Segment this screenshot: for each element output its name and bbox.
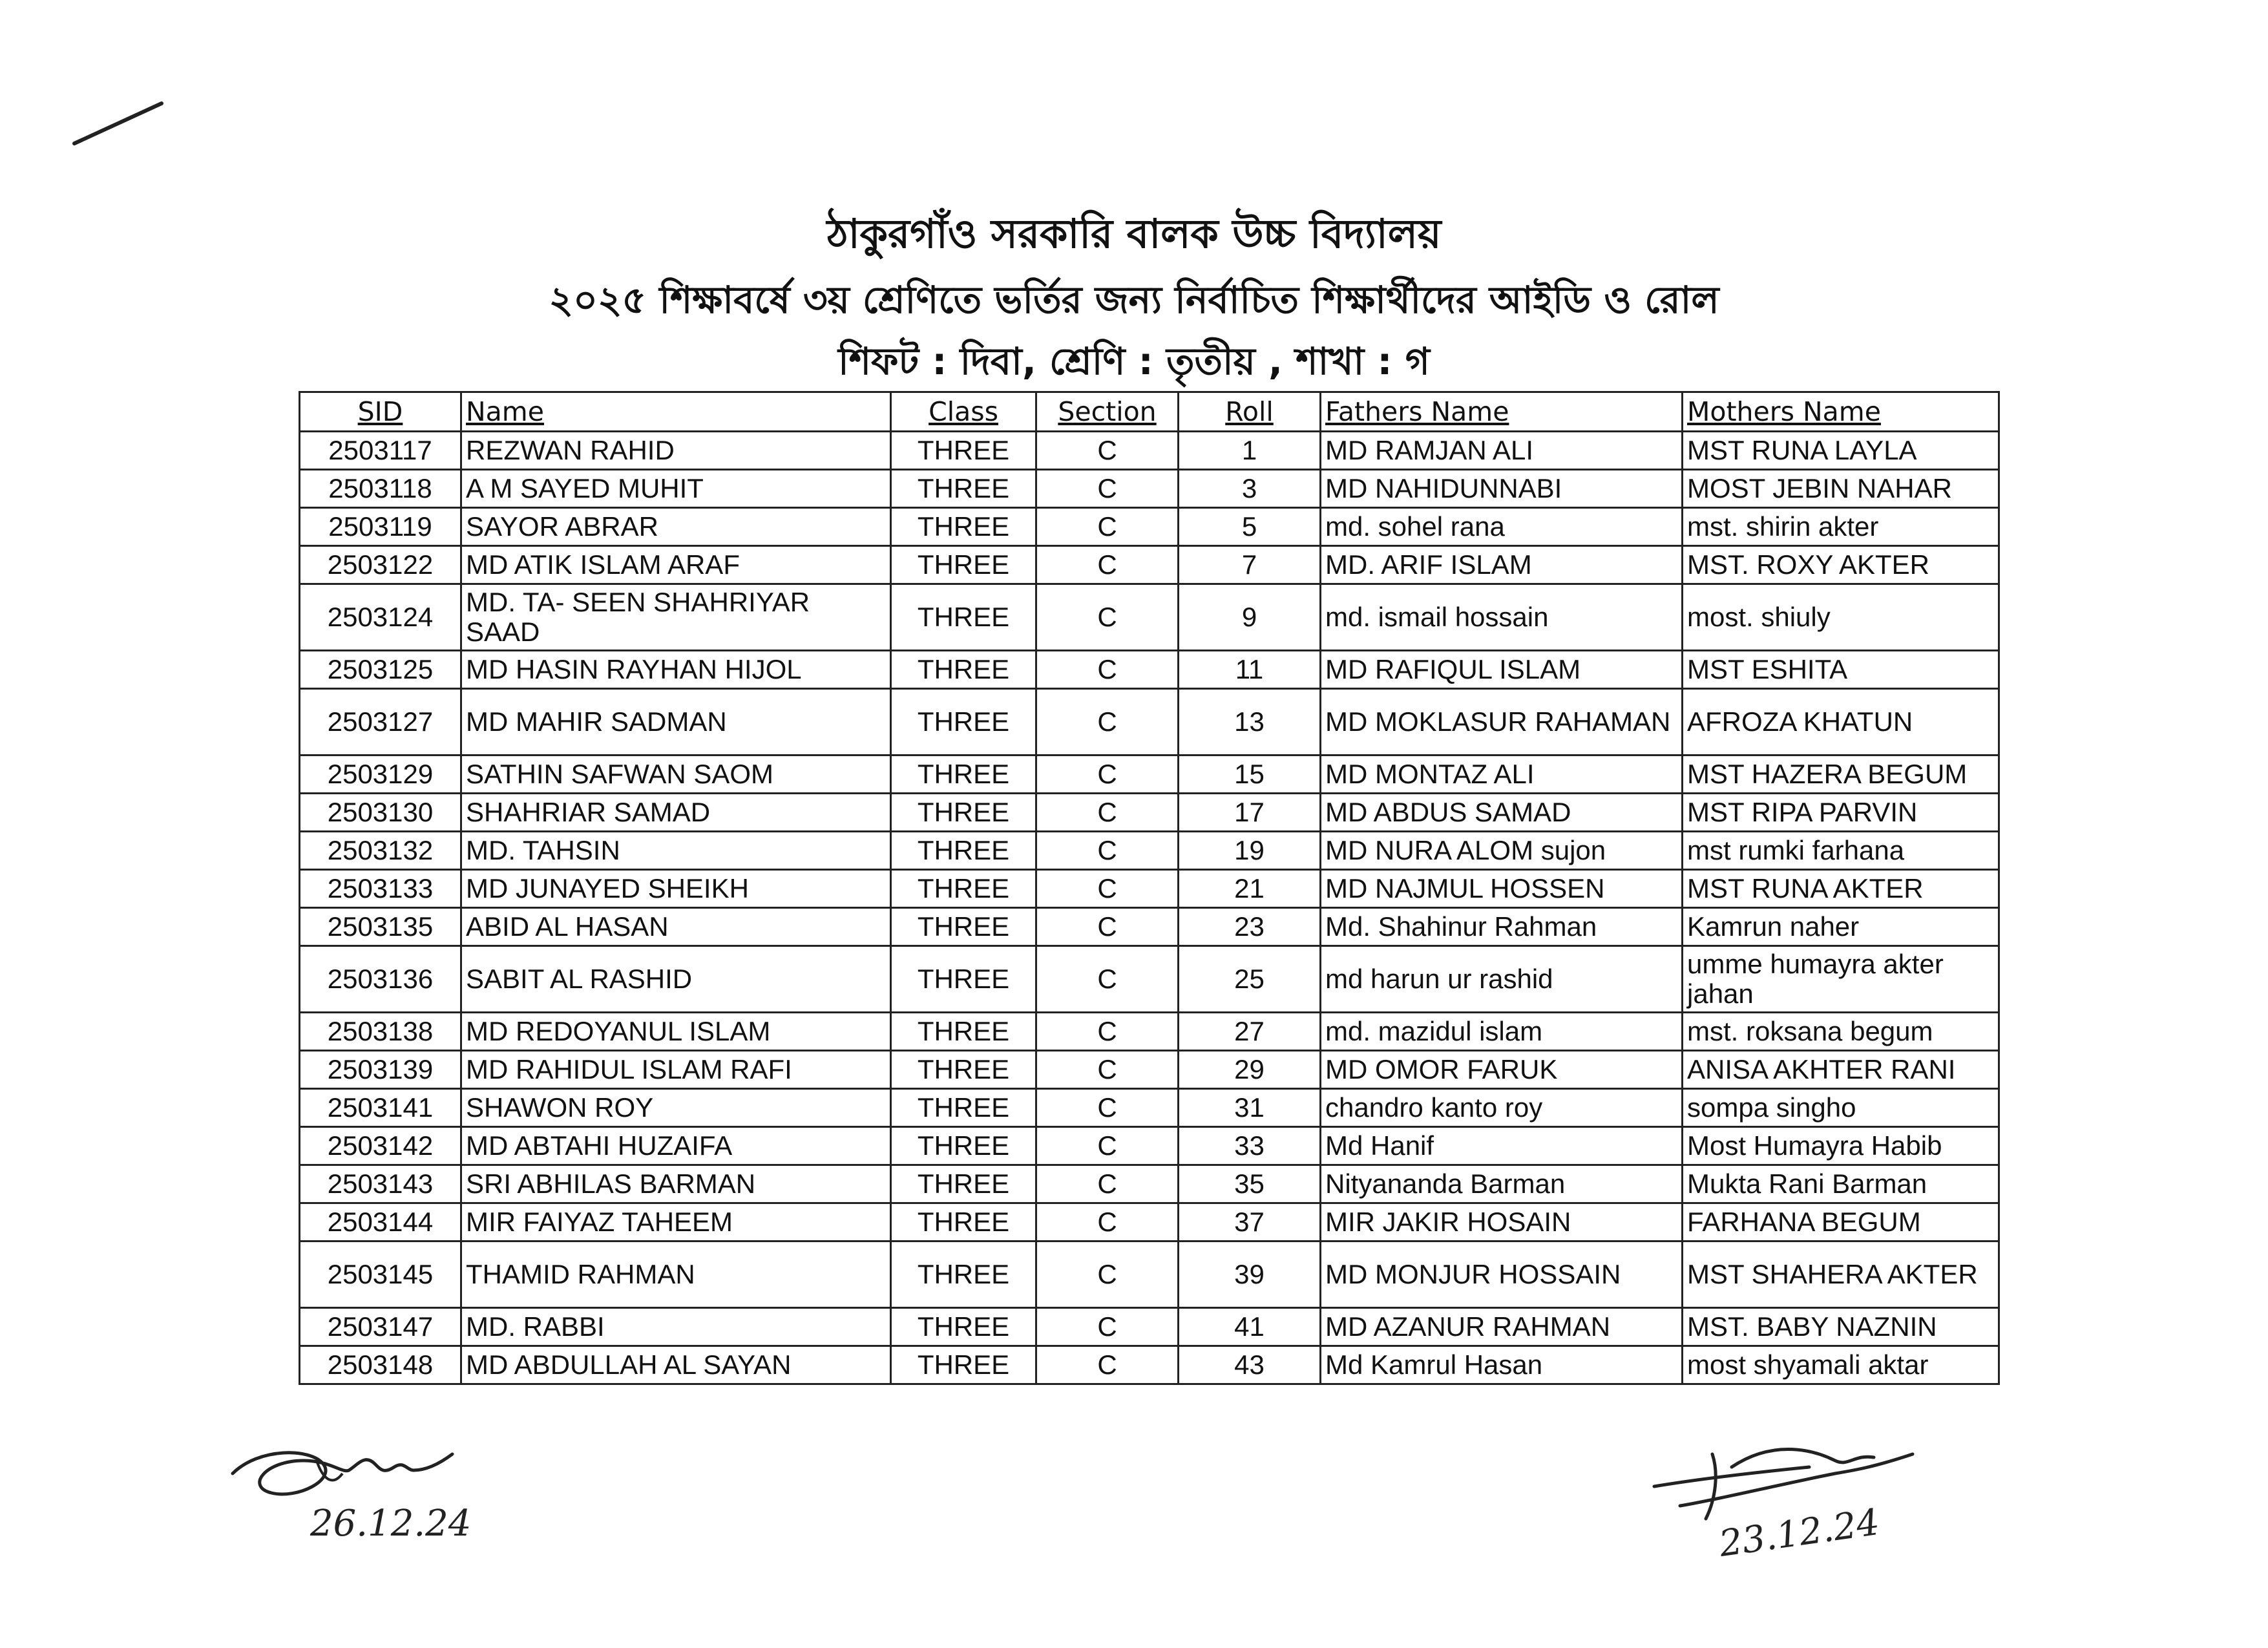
name-cell: ABID AL HASAN: [461, 908, 891, 946]
roll-cell: 3: [1179, 470, 1321, 508]
column-header: Mothers Name: [1683, 392, 1999, 432]
roll-cell: 35: [1179, 1165, 1321, 1203]
class-cell: THREE: [891, 1089, 1036, 1127]
table-row: [300, 1013, 1999, 1051]
roll-cell: 21: [1179, 870, 1321, 908]
class-cell: THREE: [891, 1013, 1036, 1051]
father-name-cell: Md. Shahinur Rahman: [1321, 908, 1683, 946]
section-cell: C: [1036, 794, 1179, 832]
sid-cell: 2503147: [300, 1308, 461, 1346]
section-cell: C: [1036, 1051, 1179, 1089]
class-cell: THREE: [891, 546, 1036, 584]
table-row: [300, 1165, 1999, 1203]
class-cell: THREE: [891, 794, 1036, 832]
sid-cell: 2503132: [300, 832, 461, 870]
mother-name-cell: ANISA AKHTER RANI: [1683, 1051, 1999, 1089]
name-cell: MD ABDULLAH AL SAYAN: [461, 1346, 891, 1384]
sid-cell: 2503139: [300, 1051, 461, 1089]
roll-cell: 17: [1179, 794, 1321, 832]
sid-cell: 2503136: [300, 946, 461, 1013]
father-name-cell: chandro kanto roy: [1321, 1089, 1683, 1127]
section-cell: C: [1036, 651, 1179, 689]
roll-cell: 27: [1179, 1013, 1321, 1051]
roll-cell: 33: [1179, 1127, 1321, 1165]
school-title: ঠাকুরগাঁও সরকারি বালক উচ্চ বিদ্যালয়: [826, 210, 1442, 257]
father-name-cell: MD NAJMUL HOSSEN: [1321, 870, 1683, 908]
father-name-cell: md. ismail hossain: [1321, 584, 1683, 651]
class-cell: THREE: [891, 1308, 1036, 1346]
column-header: SID: [300, 392, 461, 432]
father-name-cell: MD NAHIDUNNABI: [1321, 470, 1683, 508]
name-cell: MD MAHIR SADMAN: [461, 689, 891, 755]
name-cell: MD ATIK ISLAM ARAF: [461, 546, 891, 584]
table-row: [300, 508, 1999, 546]
class-cell: THREE: [891, 1051, 1036, 1089]
mother-name-cell: MST. BABY NAZNIN: [1683, 1308, 1999, 1346]
table-row: [300, 794, 1999, 832]
mother-name-cell: Mukta Rani Barman: [1683, 1165, 1999, 1203]
roll-cell: 15: [1179, 755, 1321, 794]
sid-cell: 2503124: [300, 584, 461, 651]
mother-name-cell: AFROZA KHATUN: [1683, 689, 1999, 755]
roll-cell: 31: [1179, 1089, 1321, 1127]
name-cell: A M SAYED MUHIT: [461, 470, 891, 508]
name-cell: MD ABTAHI HUZAIFA: [461, 1127, 891, 1165]
table-row: [300, 1308, 1999, 1346]
class-cell: THREE: [891, 584, 1036, 651]
table-body: [300, 432, 1999, 1384]
mother-name-cell: MST SHAHERA AKTER: [1683, 1241, 1999, 1308]
section-cell: C: [1036, 870, 1179, 908]
class-cell: THREE: [891, 432, 1036, 470]
father-name-cell: MD OMOR FARUK: [1321, 1051, 1683, 1089]
class-cell: THREE: [891, 1241, 1036, 1308]
class-cell: THREE: [891, 689, 1036, 755]
mother-name-cell: sompa singho: [1683, 1089, 1999, 1127]
name-cell: MIR FAIYAZ TAHEEM: [461, 1203, 891, 1241]
section-cell: C: [1036, 755, 1179, 794]
table-row: [300, 1127, 1999, 1165]
father-name-cell: MD AZANUR RAHMAN: [1321, 1308, 1683, 1346]
sid-cell: 2503135: [300, 908, 461, 946]
sid-cell: 2503117: [300, 432, 461, 470]
class-cell: THREE: [891, 1165, 1036, 1203]
table-row: [300, 470, 1999, 508]
table-row: [300, 546, 1999, 584]
father-name-cell: MD RAFIQUL ISLAM: [1321, 651, 1683, 689]
column-header: Name: [461, 392, 891, 432]
class-cell: THREE: [891, 755, 1036, 794]
father-name-cell: MD NURA ALOM sujon: [1321, 832, 1683, 870]
mother-name-cell: mst rumki farhana: [1683, 832, 1999, 870]
class-cell: THREE: [891, 870, 1036, 908]
section-cell: C: [1036, 546, 1179, 584]
sid-cell: 2503142: [300, 1127, 461, 1165]
sid-cell: 2503119: [300, 508, 461, 546]
table-row: [300, 432, 1999, 470]
section-cell: C: [1036, 689, 1179, 755]
mother-name-cell: MST ESHITA: [1683, 651, 1999, 689]
table-row: [300, 1203, 1999, 1241]
name-cell: MD HASIN RAYHAN HIJOL: [461, 651, 891, 689]
sid-cell: 2503133: [300, 870, 461, 908]
mother-name-cell: Kamrun naher: [1683, 908, 1999, 946]
name-cell: MD JUNAYED SHEIKH: [461, 870, 891, 908]
name-cell: MD. TAHSIN: [461, 832, 891, 870]
sid-cell: 2503148: [300, 1346, 461, 1384]
roll-cell: 5: [1179, 508, 1321, 546]
father-name-cell: Md Hanif: [1321, 1127, 1683, 1165]
father-name-cell: MD RAMJAN ALI: [1321, 432, 1683, 470]
shift-class-section-line: শিফট : দিবা, শ্রেণি : তৃতীয় , শাখা : গ: [838, 339, 1430, 383]
table-row: [300, 832, 1999, 870]
father-name-cell: MD. ARIF ISLAM: [1321, 546, 1683, 584]
name-cell: MD. TA- SEEN SHAHRIYAR SAAD: [461, 584, 891, 651]
section-cell: C: [1036, 832, 1179, 870]
table-header-row: [300, 392, 1999, 432]
roll-cell: 43: [1179, 1346, 1321, 1384]
sid-cell: 2503144: [300, 1203, 461, 1241]
table-row: [300, 1241, 1999, 1308]
sid-cell: 2503141: [300, 1089, 461, 1127]
mother-name-cell: Most Humayra Habib: [1683, 1127, 1999, 1165]
signature-right-date: 23.12.24: [1716, 1501, 1882, 1566]
mother-name-cell: most shyamali aktar: [1683, 1346, 1999, 1384]
name-cell: SRI ABHILAS BARMAN: [461, 1165, 891, 1203]
class-cell: THREE: [891, 908, 1036, 946]
name-cell: SABIT AL RASHID: [461, 946, 891, 1013]
section-cell: C: [1036, 1203, 1179, 1241]
name-cell: MD REDOYANUL ISLAM: [461, 1013, 891, 1051]
name-cell: SATHIN SAFWAN SAOM: [461, 755, 891, 794]
section-cell: C: [1036, 946, 1179, 1013]
roll-cell: 1: [1179, 432, 1321, 470]
sid-cell: 2503118: [300, 470, 461, 508]
father-name-cell: Nityananda Barman: [1321, 1165, 1683, 1203]
name-cell: SAYOR ABRAR: [461, 508, 891, 546]
sid-cell: 2503125: [300, 651, 461, 689]
mother-name-cell: mst. shirin akter: [1683, 508, 1999, 546]
class-cell: THREE: [891, 508, 1036, 546]
roll-cell: 19: [1179, 832, 1321, 870]
table-row: [300, 1346, 1999, 1384]
roll-cell: 7: [1179, 546, 1321, 584]
class-cell: THREE: [891, 651, 1036, 689]
section-cell: C: [1036, 1165, 1179, 1203]
section-cell: C: [1036, 1127, 1179, 1165]
name-cell: MD RAHIDUL ISLAM RAFI: [461, 1051, 891, 1089]
name-cell: SHAWON ROY: [461, 1089, 891, 1127]
roll-cell: 9: [1179, 584, 1321, 651]
section-cell: C: [1036, 508, 1179, 546]
column-header: Fathers Name: [1321, 392, 1683, 432]
table-row: [300, 946, 1999, 1013]
sid-cell: 2503130: [300, 794, 461, 832]
mother-name-cell: mst. roksana begum: [1683, 1013, 1999, 1051]
name-cell: MD. RABBI: [461, 1308, 891, 1346]
sid-cell: 2503127: [300, 689, 461, 755]
father-name-cell: md. sohel rana: [1321, 508, 1683, 546]
mother-name-cell: FARHANA BEGUM: [1683, 1203, 1999, 1241]
sid-cell: 2503145: [300, 1241, 461, 1308]
sid-cell: 2503143: [300, 1165, 461, 1203]
sid-cell: 2503122: [300, 546, 461, 584]
student-roster-table: [299, 391, 2000, 1385]
name-cell: THAMID RAHMAN: [461, 1241, 891, 1308]
father-name-cell: md harun ur rashid: [1321, 946, 1683, 1013]
sid-cell: 2503129: [300, 755, 461, 794]
name-cell: SHAHRIAR SAMAD: [461, 794, 891, 832]
section-cell: C: [1036, 908, 1179, 946]
section-cell: C: [1036, 470, 1179, 508]
class-cell: THREE: [891, 1346, 1036, 1384]
column-header: Section: [1036, 392, 1179, 432]
class-cell: THREE: [891, 470, 1036, 508]
father-name-cell: MD MONJUR HOSSAIN: [1321, 1241, 1683, 1308]
mother-name-cell: umme humayra akter jahan: [1683, 946, 1999, 1013]
pen-mark: [71, 97, 168, 149]
section-cell: C: [1036, 1346, 1179, 1384]
section-cell: C: [1036, 432, 1179, 470]
roll-cell: 25: [1179, 946, 1321, 1013]
section-cell: C: [1036, 584, 1179, 651]
table-row: [300, 651, 1999, 689]
mother-name-cell: most. shiuly: [1683, 584, 1999, 651]
roll-cell: 11: [1179, 651, 1321, 689]
section-cell: C: [1036, 1308, 1179, 1346]
mother-name-cell: MST RUNA AKTER: [1683, 870, 1999, 908]
signature-left-date: 26.12.24: [310, 1503, 472, 1545]
class-cell: THREE: [891, 946, 1036, 1013]
mother-name-cell: MST RIPA PARVIN: [1683, 794, 1999, 832]
mother-name-cell: MST RUNA LAYLA: [1683, 432, 1999, 470]
table-row: [300, 689, 1999, 755]
mother-name-cell: MST HAZERA BEGUM: [1683, 755, 1999, 794]
table-row: [300, 584, 1999, 651]
table-row: [300, 870, 1999, 908]
document-subtitle: ২০২৫ শিক্ষাবর্ষে ৩য় শ্রেণিতে ভর্তির জন্য নির্বাচিত শিক্ষার্থীদের আইডি ও রোল: [549, 278, 1719, 322]
roll-cell: 37: [1179, 1203, 1321, 1241]
sid-cell: 2503138: [300, 1013, 461, 1051]
class-cell: THREE: [891, 832, 1036, 870]
table-row: [300, 1051, 1999, 1089]
mother-name-cell: MST. ROXY AKTER: [1683, 546, 1999, 584]
column-header: Class: [891, 392, 1036, 432]
father-name-cell: MD MONTAZ ALI: [1321, 755, 1683, 794]
mother-name-cell: MOST JEBIN NAHAR: [1683, 470, 1999, 508]
table-row: [300, 755, 1999, 794]
roll-cell: 41: [1179, 1308, 1321, 1346]
section-cell: C: [1036, 1241, 1179, 1308]
roll-cell: 23: [1179, 908, 1321, 946]
section-cell: C: [1036, 1089, 1179, 1127]
class-cell: THREE: [891, 1127, 1036, 1165]
table-row: [300, 1089, 1999, 1127]
roll-cell: 29: [1179, 1051, 1321, 1089]
father-name-cell: md. mazidul islam: [1321, 1013, 1683, 1051]
roll-cell: 13: [1179, 689, 1321, 755]
father-name-cell: Md Kamrul Hasan: [1321, 1346, 1683, 1384]
table-row: [300, 908, 1999, 946]
section-cell: C: [1036, 1013, 1179, 1051]
column-header: Roll: [1179, 392, 1321, 432]
father-name-cell: MD ABDUS SAMAD: [1321, 794, 1683, 832]
class-cell: THREE: [891, 1203, 1036, 1241]
roll-cell: 39: [1179, 1241, 1321, 1308]
name-cell: REZWAN RAHID: [461, 432, 891, 470]
father-name-cell: MIR JAKIR HOSAIN: [1321, 1203, 1683, 1241]
father-name-cell: MD MOKLASUR RAHAMAN: [1321, 689, 1683, 755]
